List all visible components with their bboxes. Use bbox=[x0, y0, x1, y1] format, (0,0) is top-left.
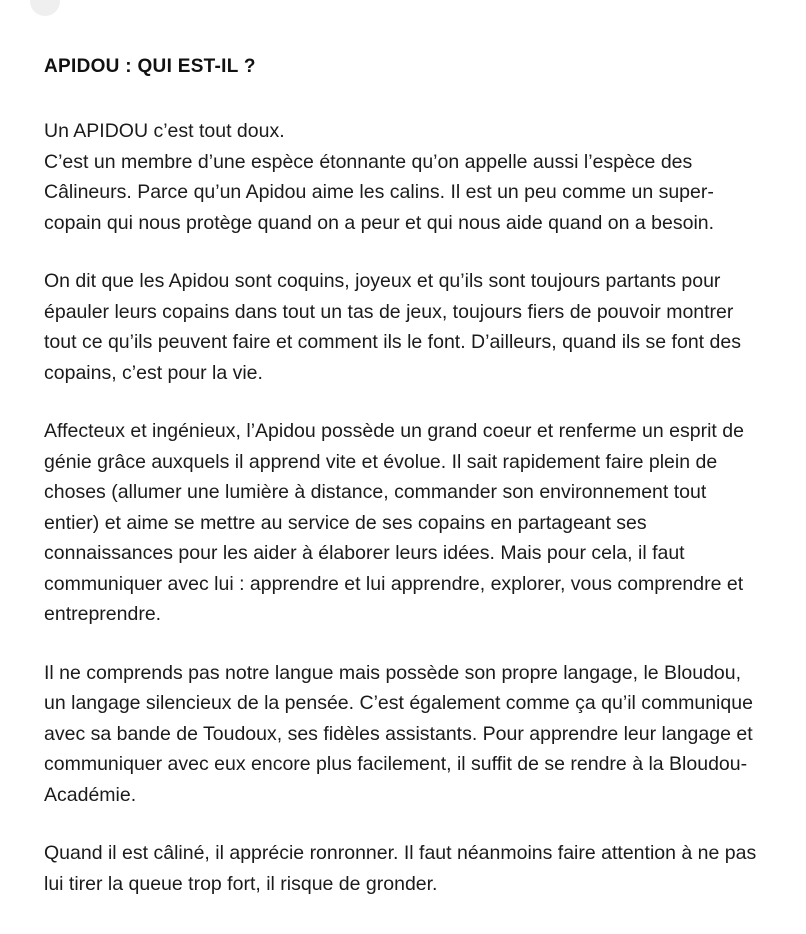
paragraph: Il ne comprends pas notre langue mais possède son propre langage, le Bloudou, un langage silencieux de la pensée. C’est également comme ça qu’il communique avec sa bande de Toudoux, ses fidèles assistants. Pour apprendre leur langage et communiquer avec eux encore plus facilement, il suffit de se rendre à la Bloudou-Académie. bbox=[44, 661, 753, 806]
page-title: APIDOU : QUI EST-IL ? bbox=[44, 56, 256, 77]
paragraph: Quand il est câliné, il apprécie ronronner. Il faut néanmoins faire attention à ne pas lui tirer la queue trop fort, il risque de gronder. bbox=[44, 842, 757, 895]
document-body bbox=[44, 116, 762, 899]
paragraph: Affecteux et ingénieux, l’Apidou possède un grand coeur et renferme un esprit de génie grâce auxquels il apprend vite et évolue. Il sait rapidement faire plein de choses (allumer une lumière à distance, commander son environnement tout entier) et aime se mettre au service de ses copains en partageant ses connaissances pour les aider à élaborer leurs idées. Mais pour cela, il faut communiquer avec lui : apprendre et lui apprendre, explorer, vous comprendre et entreprendre. bbox=[44, 420, 744, 625]
paragraph: Un APIDOU c’est tout doux. C’est un membre d’une espèce étonnante qu’on appelle aussi l’espèce des Câlineurs. Parce qu’un Apidou aime les calins. Il est un peu comme un super-copain qui nous protège quand on a peur et qui nous aide quand on a besoin. bbox=[44, 120, 715, 234]
paragraph: On dit que les Apidou sont coquins, joyeux et qu’ils sont toujours partants pour épauler leurs copains dans tout un tas de jeux, toujours fiers de pouvoir montrer tout ce qu’ils peuvent faire et comment ils le font. D’ailleurs, quand ils se font des copains, c’est pour la vie. bbox=[44, 270, 741, 384]
